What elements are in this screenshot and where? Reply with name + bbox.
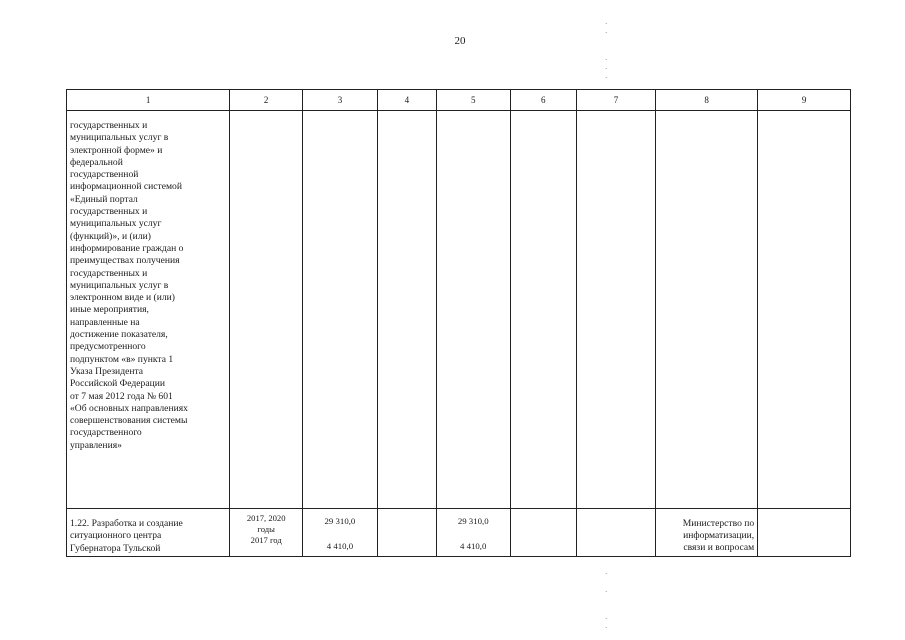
table-cell (303, 111, 378, 509)
table-row (67, 509, 851, 557)
total-funding-value-2: 4 410,0 (326, 541, 354, 551)
table-cell (377, 111, 436, 509)
page-number: 20 (454, 35, 466, 47)
header-cell-9: 9 (758, 90, 851, 111)
total-funding-cell (303, 509, 378, 557)
regional-funding-value-2: 4 410,0 (460, 541, 487, 551)
period-cell (230, 509, 303, 557)
table-cell (758, 111, 851, 509)
header-cell-4: 4 (377, 90, 436, 111)
header-cell-7: 7 (576, 90, 655, 111)
responsible-executor-text: Министерство по информатизации, связи и вопросам (682, 518, 755, 553)
regional-funding-cell (436, 509, 510, 557)
table-cell (510, 111, 576, 509)
period-line-3: 2017 год (250, 535, 282, 545)
period-line-2: годы (257, 524, 275, 534)
total-funding-value-1: 29 310,0 (324, 516, 356, 526)
table-cell (758, 509, 851, 557)
header-cell-8: 8 (656, 90, 758, 111)
header-cell-6: 6 (510, 90, 576, 111)
header-cell-1: 1 (67, 90, 230, 111)
scan-artifact-dots: · · · · (605, 570, 608, 632)
header-cell-3: 3 (303, 90, 378, 111)
regional-funding-value-1: 29 310,0 (457, 516, 489, 526)
header-cell-2: 2 (230, 90, 303, 111)
table-cell (656, 111, 758, 509)
responsible-executor-cell (656, 509, 758, 557)
table-cell (576, 509, 655, 557)
scan-artifact-dots: · · · · · (605, 20, 608, 82)
table-cell (510, 509, 576, 557)
table-cell (436, 111, 510, 509)
table-row (67, 111, 851, 509)
measure-title-cell (67, 509, 230, 557)
period-line-1: 2017, 2020 (246, 513, 286, 523)
header-cell-5: 5 (436, 90, 510, 111)
table-cell (230, 111, 303, 509)
program-table (66, 89, 851, 557)
measure-title-text: 1.22. Разработка и создание ситуационного центра Губернатора Тульской (70, 518, 183, 554)
header-row (67, 90, 851, 111)
table-cell (576, 111, 655, 509)
measure-description-text: государственных и муниципальных услуг в электронной форме» и федеральной государственной информационной системой «Единый портал государственных и муниципальных услуг (функций)», и (или) информирование граждан о преимуществах получения государственных и муниципальных услуг в электронном виде и (или) иные мероприятия, направленные на достижение показателя, предусмотренного подпунктом «в» пункта 1 Указа Президента Российской Федерации от 7 мая 2012 года № 601 «Об основных направлениях совершенствования системы государственного управления» (70, 120, 188, 451)
table-cell (377, 509, 436, 557)
measure-description-cell (67, 111, 230, 509)
